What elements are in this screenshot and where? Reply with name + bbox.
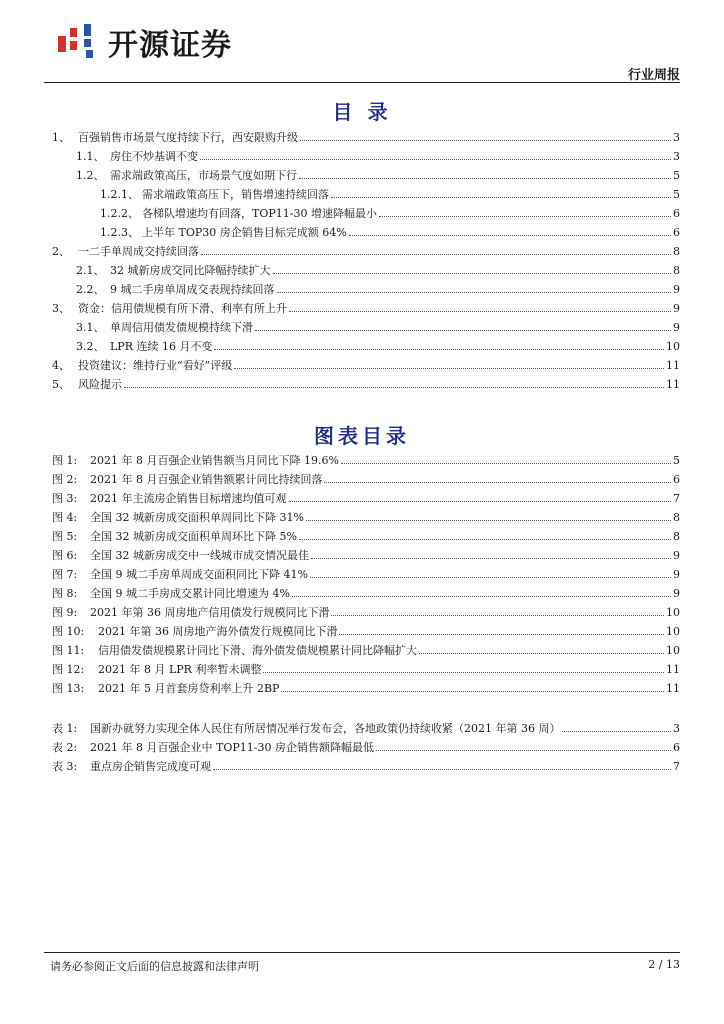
toc-entry-number: 5、 xyxy=(52,378,70,391)
toc-entry-page: 5 xyxy=(673,169,680,182)
toc-entry-page: 6 xyxy=(673,207,680,220)
table-entry-page: 6 xyxy=(673,741,680,754)
toc-entry[interactable] xyxy=(52,223,680,242)
table-entry-text: 国新办就努力实现全体人民住有所居情况举行发布会，各地政策仍持续收紧（2021 年第 36 周） xyxy=(90,722,561,735)
leader-dots xyxy=(379,216,671,217)
toc-entry-page: 9 xyxy=(673,302,680,315)
figure-entry-number: 图 5: xyxy=(52,530,78,543)
toc-entry-number: 2、 xyxy=(52,245,70,258)
leader-dots xyxy=(289,501,672,502)
figure-entry-text: 2021 年 5 月首套房贷利率上升 2BP xyxy=(98,682,280,695)
toc-entry-number: 1.1、 xyxy=(76,150,105,163)
toc-entry-number: 4、 xyxy=(52,359,70,372)
figure-entry-number: 图 8: xyxy=(52,587,78,600)
figure-entry-number: 图 9: xyxy=(52,606,78,619)
leader-dots xyxy=(201,254,671,255)
figure-entry-page: 10 xyxy=(666,625,680,638)
figure-entry[interactable] xyxy=(52,489,680,508)
toc-entry-page: 11 xyxy=(666,359,680,372)
figure-entry-text: 2021 年 8 月百强企业销售额累计同比持续回落 xyxy=(90,473,323,486)
table-entry[interactable] xyxy=(52,757,680,776)
toc-title: 目 录 xyxy=(332,100,392,124)
toc-entry-text: 风险提示 xyxy=(78,378,122,391)
footer-divider xyxy=(44,952,680,953)
toc-entry-text: 资金：信用债规模有所下滑、利率有所上升 xyxy=(78,302,287,315)
figure-entry-text: 信用债发债规模累计同比下滑、海外债发债规模累计同比降幅扩大 xyxy=(98,644,417,657)
toc-entry-number: 3.2、 xyxy=(76,340,105,353)
table-entry-text: 2021 年 8 月百强企业中 TOP11-30 房企销售额降幅最低 xyxy=(90,741,374,754)
toc-entry[interactable] xyxy=(52,166,680,185)
table-entry-page: 7 xyxy=(673,760,680,773)
toc-entry-number: 1.2、 xyxy=(76,169,105,182)
figure-entry-number: 图 2: xyxy=(52,473,78,486)
figure-entry[interactable] xyxy=(52,584,680,603)
figure-entry-number: 图 11: xyxy=(52,644,85,657)
figure-entry-text: 2021 年 8 月百强企业销售额当月同比下降 19.6% xyxy=(90,454,339,467)
toc-entry-number: 3、 xyxy=(52,302,70,315)
figure-entry-number: 图 1: xyxy=(52,454,78,467)
toc-entry-text: 32 城新房成交同比降幅持续扩大 xyxy=(110,264,271,277)
toc-entry-page: 5 xyxy=(673,188,680,201)
table-entry[interactable] xyxy=(52,719,680,738)
table-entry-number: 表 3: xyxy=(52,760,78,773)
leader-dots xyxy=(289,311,671,312)
leader-dots xyxy=(277,292,672,293)
figure-entry-page: 9 xyxy=(673,568,680,581)
figure-entry-number: 图 12: xyxy=(52,663,85,676)
toc-entry-page: 3 xyxy=(673,150,680,163)
toc-entry[interactable] xyxy=(52,242,680,261)
leader-dots xyxy=(331,615,664,616)
header-divider xyxy=(44,82,680,83)
leader-dots xyxy=(339,634,664,635)
figure-entry-number: 图 4: xyxy=(52,511,78,524)
toc-entry-number: 1、 xyxy=(52,131,70,144)
table-entry-number: 表 2: xyxy=(52,741,78,754)
toc-entry-text: 需求端政策高压，市场景气度如期下行 xyxy=(110,169,297,182)
figure-entry-number: 图 3: xyxy=(52,492,78,505)
disclaimer-note: 请务必参阅正文后面的信息披露和法律声明 xyxy=(50,960,259,973)
toc-entry-number: 1.2.2、 xyxy=(100,207,139,220)
toc-entry-text: 单周信用债发债规模持续下滑 xyxy=(110,321,253,334)
figure-entry[interactable] xyxy=(52,641,680,660)
toc-entry-page: 6 xyxy=(673,226,680,239)
leader-dots xyxy=(124,387,664,388)
toc-entry-text: 上半年 TOP30 房企销售目标完成额 64% xyxy=(142,226,347,239)
figure-entry[interactable] xyxy=(52,603,680,622)
toc-entry-text: 需求端政策高压下，销售增速持续回落 xyxy=(142,188,329,201)
company-logo xyxy=(56,20,232,64)
table-entry-number: 表 1: xyxy=(52,722,78,735)
toc-entry[interactable] xyxy=(52,185,680,204)
toc-entry-text: 各梯队增速均有回落，TOP11-30 增速降幅最小 xyxy=(142,207,377,220)
figure-entry[interactable] xyxy=(52,546,680,565)
toc-entry-number: 2.1、 xyxy=(76,264,105,277)
leader-dots xyxy=(300,140,671,141)
toc-entry-text: LPR 连续 16 月不变 xyxy=(110,340,213,353)
leader-dots xyxy=(281,691,664,692)
toc-entry-page: 3 xyxy=(673,131,680,144)
toc-entry-page: 8 xyxy=(673,245,680,258)
toc-entry-number: 1.2.1、 xyxy=(100,188,139,201)
logo-text: 开源证券 xyxy=(108,28,232,63)
toc-entry-page: 9 xyxy=(673,283,680,296)
toc-entry[interactable] xyxy=(52,128,680,147)
figure-entry[interactable] xyxy=(52,565,680,584)
leader-dots xyxy=(349,235,671,236)
figure-entry[interactable] xyxy=(52,622,680,641)
toc-entry[interactable] xyxy=(52,318,680,337)
toc-entry-number: 3.1、 xyxy=(76,321,105,334)
leader-dots xyxy=(324,482,671,483)
toc-entry[interactable] xyxy=(52,375,680,394)
figure-entry-page: 9 xyxy=(673,587,680,600)
figure-entry[interactable] xyxy=(52,451,680,470)
figure-entry-page: 5 xyxy=(673,454,680,467)
toc-entry[interactable] xyxy=(52,356,680,375)
figure-entry-text: 全国 9 城二手房单周成交面积同比下降 41% xyxy=(90,568,308,581)
figure-entry-text: 全国 32 城新房成交中一线城市成交情况最佳 xyxy=(90,549,309,562)
toc-entry-text: 投资建议：维持行业“看好”评级 xyxy=(78,359,233,372)
figure-entry-page: 7 xyxy=(673,492,680,505)
leader-dots xyxy=(214,349,664,350)
figure-entry[interactable] xyxy=(52,508,680,527)
leader-dots xyxy=(299,178,671,179)
leader-dots xyxy=(263,672,664,673)
figure-entry-text: 2021 年主流房企销售目标增速均值可观 xyxy=(90,492,287,505)
leader-dots xyxy=(234,368,664,369)
leader-dots xyxy=(200,159,671,160)
table-entry-text: 重点房企销售完成度可观 xyxy=(90,760,211,773)
figure-entry-page: 10 xyxy=(666,606,680,619)
figure-entry-page: 8 xyxy=(673,530,680,543)
figure-entry[interactable] xyxy=(52,660,680,679)
report-type-label: 行业周报 xyxy=(627,68,680,83)
toc-entry-page: 11 xyxy=(666,378,680,391)
toc-entry-text: 一二手单周成交持续回落 xyxy=(78,245,199,258)
figure-entry-number: 图 13: xyxy=(52,682,85,695)
leader-dots xyxy=(273,273,672,274)
toc-entry[interactable] xyxy=(52,337,680,356)
figure-entry-page: 10 xyxy=(666,644,680,657)
leader-dots xyxy=(299,539,671,540)
toc-entry[interactable] xyxy=(52,261,680,280)
leader-dots xyxy=(419,653,664,654)
figure-entry-number: 图 6: xyxy=(52,549,78,562)
leader-dots xyxy=(376,750,671,751)
logo-mark-icon xyxy=(56,22,102,62)
page-number: 2 / 13 xyxy=(648,958,680,971)
figure-entry-page: 9 xyxy=(673,549,680,562)
toc-entry-number: 2.2、 xyxy=(76,283,105,296)
toc-entry-page: 10 xyxy=(666,340,680,353)
figure-entry-number: 图 10: xyxy=(52,625,85,638)
figure-entry-page: 11 xyxy=(666,663,680,676)
toc-entry-text: 9 城二手房单周成交表现持续回落 xyxy=(110,283,275,296)
leader-dots xyxy=(306,520,671,521)
figure-list xyxy=(52,451,680,698)
toc-list xyxy=(52,128,680,394)
figure-entry-text: 全国 32 城新房成交面积单周同比下降 31% xyxy=(90,511,304,524)
figure-entry-text: 2021 年第 36 周房地产海外债发行规模同比下滑 xyxy=(98,625,338,638)
toc-entry-page: 9 xyxy=(673,321,680,334)
leader-dots xyxy=(255,330,671,331)
figure-entry-text: 2021 年 8 月 LPR 利率暂未调整 xyxy=(98,663,262,676)
figure-entry-page: 6 xyxy=(673,473,680,486)
figure-entry-number: 图 7: xyxy=(52,568,78,581)
figure-entry[interactable] xyxy=(52,527,680,546)
table-list xyxy=(52,719,680,776)
figure-entry[interactable] xyxy=(52,470,680,489)
figure-entry-page: 11 xyxy=(666,682,680,695)
figure-entry-text: 全国 32 城新房成交面积单周环比下降 5% xyxy=(90,530,297,543)
leader-dots xyxy=(331,197,671,198)
leader-dots xyxy=(562,731,671,732)
toc-entry[interactable] xyxy=(52,147,680,166)
table-entry[interactable] xyxy=(52,738,680,757)
leader-dots xyxy=(292,596,671,597)
figure-entry-text: 2021 年第 36 周房地产信用债发行规模同比下滑 xyxy=(90,606,330,619)
toc-entry[interactable] xyxy=(52,299,680,318)
leader-dots xyxy=(213,769,671,770)
toc-entry-text: 房住不炒基调不变 xyxy=(110,150,198,163)
leader-dots xyxy=(310,577,671,578)
toc-entry[interactable] xyxy=(52,204,680,223)
toc-entry-number: 1.2.3、 xyxy=(100,226,139,239)
toc-entry[interactable] xyxy=(52,280,680,299)
figure-entry-page: 8 xyxy=(673,511,680,524)
figure-entry-text: 全国 9 城二手房成交累计同比增速为 4% xyxy=(90,587,290,600)
leader-dots xyxy=(341,463,671,464)
toc-entry-text: 百强销售市场景气度持续下行，西安限购升级 xyxy=(78,131,298,144)
leader-dots xyxy=(311,558,671,559)
toc-entry-page: 8 xyxy=(673,264,680,277)
table-entry-page: 3 xyxy=(673,722,680,735)
figure-list-title: 图表目录 xyxy=(314,424,410,448)
figure-entry[interactable] xyxy=(52,679,680,698)
